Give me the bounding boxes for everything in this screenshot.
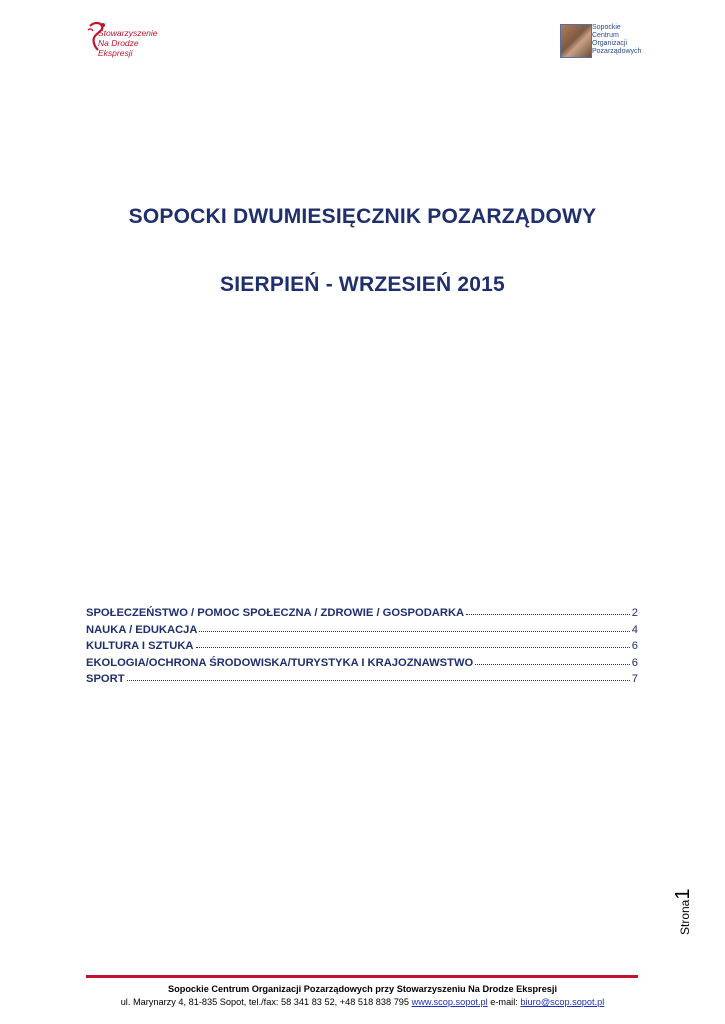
page-number-marker [664, 885, 704, 945]
page-number-label: Strona [678, 899, 692, 935]
toc-entry-kultura[interactable] [86, 638, 638, 655]
logo-stowarzyszenie [86, 18, 166, 60]
toc-leader [466, 604, 630, 615]
website-link[interactable]: www.scop.sopot.pl [411, 997, 488, 1007]
toc-entry-sport[interactable] [86, 671, 638, 688]
page-number: 1 [672, 888, 694, 900]
toc-leader [475, 654, 630, 665]
toc-entry-label: SPOŁECZEŃSTWO / POMOC SPOŁECZNA / ZDROWIE / GOSPODARKA [86, 607, 465, 619]
footer-org: Sopockie Centrum Organizacji Pozarządowych przy Stowarzyszeniu Na Drodze Ekspresji [167, 984, 558, 994]
toc-entry-page: 6 [631, 656, 638, 669]
email-link[interactable]: biuro@scop.sopot.pl [520, 997, 605, 1007]
footer-rule [86, 975, 638, 978]
toc-entry-label: SPORT [86, 673, 125, 685]
document-subtitle: SIERPIEŃ - WRZESIEŃ 2015 [220, 273, 505, 296]
table-of-contents [86, 605, 638, 688]
toc-entry-label: EKOLOGIA/OCHRONA ŚRODOWISKA/TURYSTYKA I KRAJOZNAWSTWO [86, 656, 474, 669]
document-title: SOPOCKI DWUMIESIĘCZNIK POZARZĄDOWY [128, 205, 597, 228]
toc-leader [127, 670, 630, 681]
toc-entry-ekologia[interactable] [86, 655, 638, 672]
footer-address: ul. Marynarzy 4, 81-835 Sopot, tel./fax: 58 341 83 52, +48 518 838 795 [120, 997, 410, 1007]
toc-entry-spoleczenstwo[interactable] [86, 605, 638, 622]
logo-scop [560, 24, 640, 58]
email-label: e-mail: [490, 997, 518, 1007]
toc-leader [196, 637, 630, 648]
logo-right-line1: Sopockie [592, 24, 621, 31]
toc-entry-page: 4 [631, 623, 638, 636]
toc-entry-nauka[interactable] [86, 622, 638, 639]
toc-entry-label: NAUKA / EDUKACJA [86, 623, 198, 636]
footer-contact [0, 997, 725, 1007]
logo-right-line2: Centrum [592, 32, 619, 39]
logo-left-line2: Na Drodze Ekspresji [98, 38, 139, 58]
toc-leader [199, 621, 629, 632]
scop-photo-icon [560, 24, 592, 58]
logo-right-line3: Organizacji [592, 40, 628, 47]
toc-entry-page: 7 [631, 673, 638, 685]
toc-entry-page: 6 [631, 640, 638, 652]
toc-entry-label: KULTURA I SZTUKA [86, 640, 194, 652]
logo-left-line1: Stowarzyszenie [98, 28, 158, 38]
logo-right-line4: Pozarządowych [592, 48, 642, 55]
toc-entry-page: 2 [631, 607, 638, 619]
